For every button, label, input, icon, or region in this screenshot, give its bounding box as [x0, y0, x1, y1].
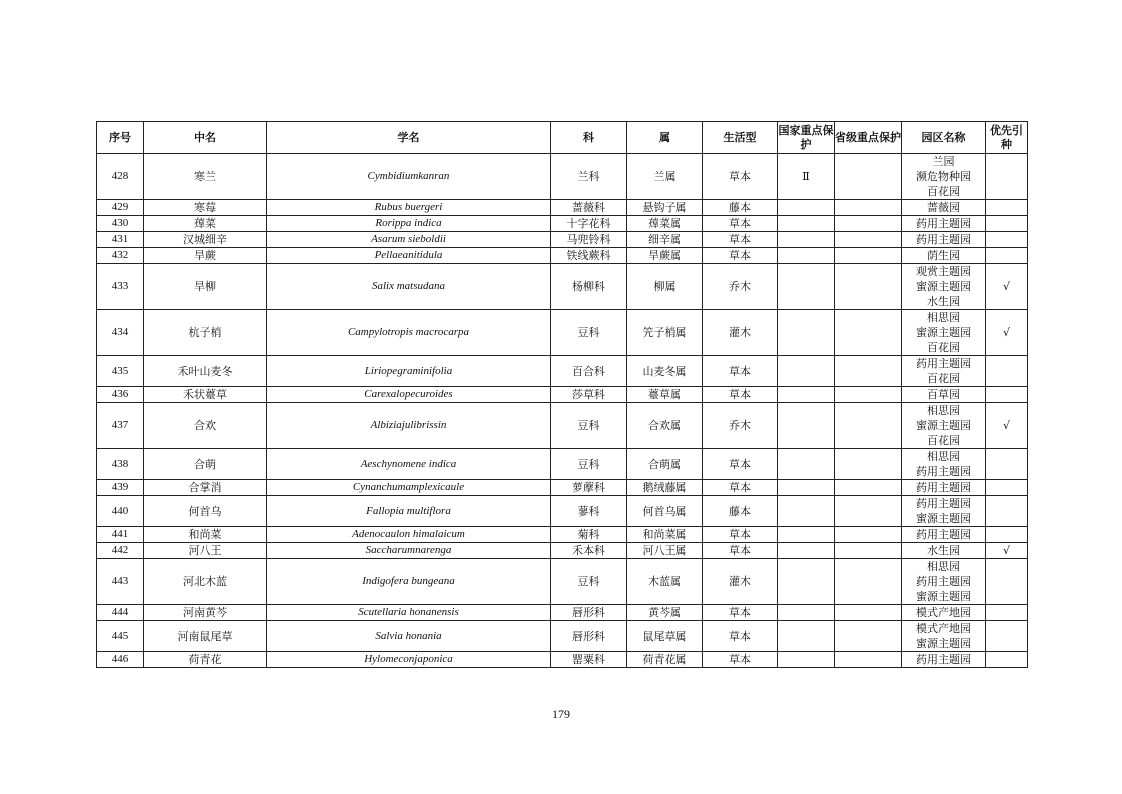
life-form-cell: 乔木 [703, 403, 778, 449]
garden-names-cell [902, 216, 986, 232]
provincial-protection-cell [835, 310, 902, 356]
chinese-name-cell: 蔊菜 [144, 216, 267, 232]
garden-names-cell [902, 232, 986, 248]
genus-cell: 柳属 [627, 264, 703, 310]
garden-names-cell [902, 449, 986, 480]
serial-number-cell: 443 [97, 559, 144, 605]
life-form-cell: 草本 [703, 154, 778, 200]
family-cell: 蓼科 [551, 496, 627, 527]
garden-names-cell [902, 403, 986, 449]
life-form-cell: 草本 [703, 387, 778, 403]
garden-name: 相思园 [927, 560, 960, 573]
genus-cell: 荷青花属 [627, 652, 703, 668]
chinese-name-cell: 荷青花 [144, 652, 267, 668]
table-row [97, 248, 1028, 264]
genus-cell: 何首乌属 [627, 496, 703, 527]
chinese-name-cell: 禾叶山麦冬 [144, 356, 267, 387]
provincial-protection-cell [835, 449, 902, 480]
garden-name: 相思园 [927, 311, 960, 324]
serial-number-cell: 430 [97, 216, 144, 232]
page-number: 179 [552, 707, 570, 721]
life-form-cell: 藤本 [703, 200, 778, 216]
garden-names-cell [902, 480, 986, 496]
column-header: 国家重点保护 [778, 122, 835, 154]
priority-introduction-cell: √ [986, 264, 1028, 310]
life-form-cell: 草本 [703, 449, 778, 480]
life-form-cell: 草本 [703, 605, 778, 621]
garden-names-cell [902, 496, 986, 527]
priority-introduction-cell [986, 605, 1028, 621]
family-cell: 杨柳科 [551, 264, 627, 310]
garden-name: 药用主题园 [916, 653, 971, 666]
column-header: 科 [551, 122, 627, 154]
national-protection-cell [778, 480, 835, 496]
garden-name: 药用主题园 [916, 357, 971, 370]
garden-name: 模式产地园 [916, 622, 971, 635]
genus-cell: 薹草属 [627, 387, 703, 403]
priority-introduction-cell [986, 216, 1028, 232]
scientific-name-cell: Campylotropis macrocarpa [267, 310, 551, 356]
serial-number-cell: 431 [97, 232, 144, 248]
chinese-name-cell: 合欢 [144, 403, 267, 449]
table-row [97, 449, 1028, 480]
garden-name: 蜜源主题园 [916, 637, 971, 650]
garden-name: 濒危物种园 [916, 170, 971, 183]
national-protection-cell: Ⅱ [778, 154, 835, 200]
scientific-name-cell: Adenocaulon himalaicum [267, 527, 551, 543]
table-body [97, 154, 1028, 668]
chinese-name-cell: 河北木蓝 [144, 559, 267, 605]
genus-cell: 旱蕨属 [627, 248, 703, 264]
family-cell: 莎草科 [551, 387, 627, 403]
chinese-name-cell: 何首乌 [144, 496, 267, 527]
scientific-name-cell: Salix matsudana [267, 264, 551, 310]
national-protection-cell [778, 387, 835, 403]
scientific-name-cell: Asarum sieboldii [267, 232, 551, 248]
life-form-cell: 草本 [703, 652, 778, 668]
scientific-name-cell: Saccharumnarenga [267, 543, 551, 559]
national-protection-cell [778, 496, 835, 527]
family-cell: 罂粟科 [551, 652, 627, 668]
family-cell: 豆科 [551, 403, 627, 449]
serial-number-cell: 439 [97, 480, 144, 496]
garden-names-cell [902, 264, 986, 310]
table-row [97, 543, 1028, 559]
life-form-cell: 灌木 [703, 559, 778, 605]
garden-name: 药用主题园 [916, 233, 971, 246]
priority-introduction-cell: √ [986, 310, 1028, 356]
life-form-cell: 草本 [703, 527, 778, 543]
life-form-cell: 草本 [703, 216, 778, 232]
priority-introduction-cell [986, 652, 1028, 668]
garden-name: 药用主题园 [916, 575, 971, 588]
genus-cell: 河八王属 [627, 543, 703, 559]
family-cell: 唇形科 [551, 621, 627, 652]
table-row [97, 403, 1028, 449]
genus-cell: 悬钩子属 [627, 200, 703, 216]
chinese-name-cell: 河八王 [144, 543, 267, 559]
garden-names-cell [902, 154, 986, 200]
chinese-name-cell: 合萌 [144, 449, 267, 480]
priority-introduction-cell [986, 154, 1028, 200]
scientific-name-cell: Salvia honania [267, 621, 551, 652]
national-protection-cell [778, 216, 835, 232]
national-protection-cell [778, 403, 835, 449]
family-cell: 豆科 [551, 449, 627, 480]
table-row [97, 216, 1028, 232]
garden-names-cell [902, 527, 986, 543]
garden-names-cell [902, 310, 986, 356]
table-row [97, 496, 1028, 527]
family-cell: 蔷薇科 [551, 200, 627, 216]
chinese-name-cell: 河南鼠尾草 [144, 621, 267, 652]
life-form-cell: 草本 [703, 232, 778, 248]
provincial-protection-cell [835, 543, 902, 559]
garden-names-cell [902, 559, 986, 605]
genus-cell: 合萌属 [627, 449, 703, 480]
priority-introduction-cell [986, 356, 1028, 387]
garden-name: 百草园 [927, 388, 960, 401]
family-cell: 百合科 [551, 356, 627, 387]
garden-name: 兰园 [932, 155, 955, 168]
provincial-protection-cell [835, 200, 902, 216]
national-protection-cell [778, 527, 835, 543]
table-row [97, 356, 1028, 387]
garden-names-cell [902, 356, 986, 387]
priority-introduction-cell: √ [986, 403, 1028, 449]
garden-name: 药用主题园 [916, 217, 971, 230]
serial-number-cell: 437 [97, 403, 144, 449]
genus-cell: 山麦冬属 [627, 356, 703, 387]
national-protection-cell [778, 652, 835, 668]
genus-cell: 兰属 [627, 154, 703, 200]
priority-introduction-cell [986, 248, 1028, 264]
genus-cell: 笐子梢属 [627, 310, 703, 356]
table-row [97, 154, 1028, 200]
table-row [97, 264, 1028, 310]
national-protection-cell [778, 621, 835, 652]
chinese-name-cell: 旱柳 [144, 264, 267, 310]
provincial-protection-cell [835, 496, 902, 527]
priority-introduction-cell [986, 480, 1028, 496]
serial-number-cell: 446 [97, 652, 144, 668]
chinese-name-cell: 寒莓 [144, 200, 267, 216]
genus-cell: 蔊菜属 [627, 216, 703, 232]
column-header: 学名 [267, 122, 551, 154]
scientific-name-cell: Indigofera bungeana [267, 559, 551, 605]
table-row [97, 559, 1028, 605]
national-protection-cell [778, 356, 835, 387]
priority-introduction-cell [986, 387, 1028, 403]
priority-introduction-cell [986, 232, 1028, 248]
scientific-name-cell: Fallopia multiflora [267, 496, 551, 527]
column-header: 生活型 [703, 122, 778, 154]
garden-name: 蜜源主题园 [916, 512, 971, 525]
scientific-name-cell: Rubus buergeri [267, 200, 551, 216]
garden-name: 观赏主题园 [916, 265, 971, 278]
column-header: 园区名称 [902, 122, 986, 154]
column-header: 优先引种 [986, 122, 1028, 154]
family-cell: 禾本科 [551, 543, 627, 559]
provincial-protection-cell [835, 387, 902, 403]
provincial-protection-cell [835, 559, 902, 605]
genus-cell: 细辛属 [627, 232, 703, 248]
provincial-protection-cell [835, 403, 902, 449]
column-header: 中名 [144, 122, 267, 154]
scientific-name-cell: Liriopegraminifolia [267, 356, 551, 387]
serial-number-cell: 429 [97, 200, 144, 216]
scientific-name-cell: Pellaeanitidula [267, 248, 551, 264]
garden-name: 相思园 [927, 404, 960, 417]
serial-number-cell: 433 [97, 264, 144, 310]
garden-names-cell [902, 200, 986, 216]
scientific-name-cell: Cynanchumamplexicaule [267, 480, 551, 496]
family-cell: 铁线蕨科 [551, 248, 627, 264]
provincial-protection-cell [835, 652, 902, 668]
priority-introduction-cell: √ [986, 543, 1028, 559]
garden-name: 蔷薇园 [927, 201, 960, 214]
family-cell: 马兜铃科 [551, 232, 627, 248]
garden-names-cell [902, 543, 986, 559]
garden-names-cell [902, 248, 986, 264]
serial-number-cell: 445 [97, 621, 144, 652]
family-cell: 唇形科 [551, 605, 627, 621]
national-protection-cell [778, 449, 835, 480]
garden-name: 水生园 [927, 544, 960, 557]
garden-name: 相思园 [927, 450, 960, 463]
priority-introduction-cell [986, 559, 1028, 605]
serial-number-cell: 440 [97, 496, 144, 527]
table-row [97, 605, 1028, 621]
family-cell: 豆科 [551, 310, 627, 356]
garden-name: 荫生园 [927, 249, 960, 262]
table-row [97, 310, 1028, 356]
provincial-protection-cell [835, 248, 902, 264]
life-form-cell: 草本 [703, 543, 778, 559]
chinese-name-cell: 河南黄芩 [144, 605, 267, 621]
garden-name: 药用主题园 [916, 465, 971, 478]
provincial-protection-cell [835, 527, 902, 543]
table-row [97, 621, 1028, 652]
garden-name: 百花园 [927, 372, 960, 385]
garden-name: 水生园 [927, 295, 960, 308]
family-cell: 豆科 [551, 559, 627, 605]
genus-cell: 鹅绒藤属 [627, 480, 703, 496]
provincial-protection-cell [835, 356, 902, 387]
serial-number-cell: 434 [97, 310, 144, 356]
genus-cell: 合欢属 [627, 403, 703, 449]
table-header [97, 122, 1028, 154]
chinese-name-cell: 汉城细辛 [144, 232, 267, 248]
provincial-protection-cell [835, 605, 902, 621]
family-cell: 菊科 [551, 527, 627, 543]
national-protection-cell [778, 232, 835, 248]
garden-name: 药用主题园 [916, 528, 971, 541]
serial-number-cell: 438 [97, 449, 144, 480]
provincial-protection-cell [835, 154, 902, 200]
garden-names-cell [902, 621, 986, 652]
garden-name: 蜜源主题园 [916, 280, 971, 293]
scientific-name-cell: Cymbidiumkanran [267, 154, 551, 200]
scientific-name-cell: Aeschynomene indica [267, 449, 551, 480]
serial-number-cell: 432 [97, 248, 144, 264]
priority-introduction-cell [986, 496, 1028, 527]
garden-name: 蜜源主题园 [916, 326, 971, 339]
serial-number-cell: 444 [97, 605, 144, 621]
table-row [97, 652, 1028, 668]
provincial-protection-cell [835, 216, 902, 232]
column-header: 省级重点保护 [835, 122, 902, 154]
serial-number-cell: 435 [97, 356, 144, 387]
table-row [97, 527, 1028, 543]
garden-name: 药用主题园 [916, 481, 971, 494]
garden-name: 百花园 [927, 185, 960, 198]
scientific-name-cell: Hylomeconjaponica [267, 652, 551, 668]
table-row [97, 200, 1028, 216]
provincial-protection-cell [835, 480, 902, 496]
table-row [97, 480, 1028, 496]
garden-names-cell [902, 605, 986, 621]
table-row [97, 387, 1028, 403]
life-form-cell: 草本 [703, 248, 778, 264]
scientific-name-cell: Rorippa indica [267, 216, 551, 232]
chinese-name-cell: 禾状薹草 [144, 387, 267, 403]
life-form-cell: 藤本 [703, 496, 778, 527]
genus-cell: 木蓝属 [627, 559, 703, 605]
serial-number-cell: 442 [97, 543, 144, 559]
life-form-cell: 草本 [703, 621, 778, 652]
provincial-protection-cell [835, 264, 902, 310]
species-table [96, 121, 1028, 668]
serial-number-cell: 428 [97, 154, 144, 200]
serial-number-cell: 441 [97, 527, 144, 543]
family-cell: 兰科 [551, 154, 627, 200]
national-protection-cell [778, 264, 835, 310]
life-form-cell: 灌木 [703, 310, 778, 356]
life-form-cell: 草本 [703, 356, 778, 387]
garden-name: 蜜源主题园 [916, 419, 971, 432]
column-header: 序号 [97, 122, 144, 154]
scientific-name-cell: Albiziajulibrissin [267, 403, 551, 449]
garden-name: 百花园 [927, 341, 960, 354]
garden-name: 模式产地园 [916, 606, 971, 619]
life-form-cell: 草本 [703, 480, 778, 496]
national-protection-cell [778, 310, 835, 356]
provincial-protection-cell [835, 621, 902, 652]
chinese-name-cell: 合掌消 [144, 480, 267, 496]
priority-introduction-cell [986, 200, 1028, 216]
table-row [97, 232, 1028, 248]
chinese-name-cell: 寒兰 [144, 154, 267, 200]
national-protection-cell [778, 605, 835, 621]
family-cell: 十字花科 [551, 216, 627, 232]
garden-name: 蜜源主题园 [916, 590, 971, 603]
garden-names-cell [902, 652, 986, 668]
garden-names-cell [902, 387, 986, 403]
national-protection-cell [778, 248, 835, 264]
genus-cell: 和尚菜属 [627, 527, 703, 543]
family-cell: 萝藦科 [551, 480, 627, 496]
national-protection-cell [778, 543, 835, 559]
life-form-cell: 乔木 [703, 264, 778, 310]
column-header: 属 [627, 122, 703, 154]
scientific-name-cell: Carexalopecuroides [267, 387, 551, 403]
genus-cell: 鼠尾草属 [627, 621, 703, 652]
header-row [97, 122, 1028, 154]
priority-introduction-cell [986, 621, 1028, 652]
national-protection-cell [778, 559, 835, 605]
garden-name: 药用主题园 [916, 497, 971, 510]
provincial-protection-cell [835, 232, 902, 248]
national-protection-cell [778, 200, 835, 216]
chinese-name-cell: 旱蕨 [144, 248, 267, 264]
chinese-name-cell: 杭子梢 [144, 310, 267, 356]
priority-introduction-cell [986, 527, 1028, 543]
genus-cell: 黄芩属 [627, 605, 703, 621]
serial-number-cell: 436 [97, 387, 144, 403]
chinese-name-cell: 和尚菜 [144, 527, 267, 543]
priority-introduction-cell [986, 449, 1028, 480]
garden-name: 百花园 [927, 434, 960, 447]
scientific-name-cell: Scutellaria honanensis [267, 605, 551, 621]
